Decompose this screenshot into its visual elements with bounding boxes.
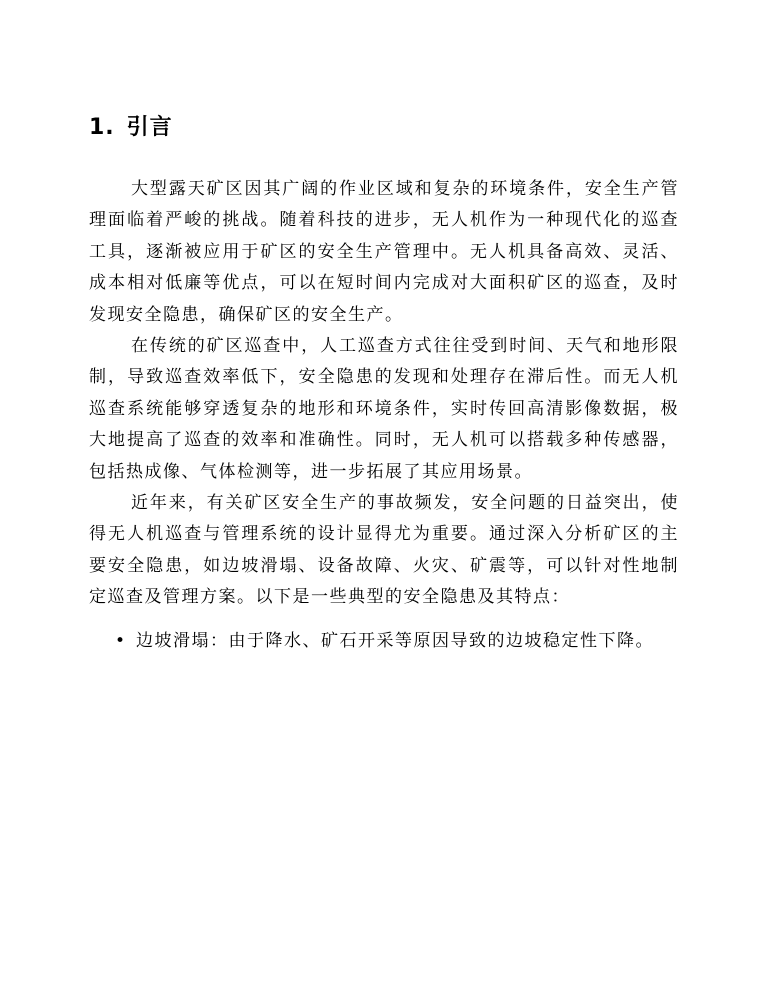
paragraph-intro: 大型露天矿区因其广阔的作业区域和复杂的环境条件，安全生产管理面临着严峻的挑战。随着科技的进步，无人机作为一种现代化的巡查工具，逐渐被应用于矿区的安全生产管理中。无人机具备高效、灵活、成本相对低廉等优点，可以在短时间内完成对大面积矿区的巡查，及时发现安全隐患，确保矿区的安全生产。 — [89, 179, 679, 325]
section-heading — [89, 112, 173, 144]
list-item-text: 边坡滑塌：由于降水、矿石开采等原因导致的边坡稳定性下降。 — [136, 630, 654, 651]
section-title: 引言 — [126, 115, 173, 140]
paragraph-traditional-inspection: 在传统的矿区巡查中，人工巡查方式往往受到时间、天气和地形限制，导致巡查效率低下，安全隐患的发现和处理存在滞后性。而无人机巡查系统能够穿透复杂的地形和环境条件，实时传回高清影像数据，极大地提高了巡查的效率和准确性。同时，无人机可以搭载多种传感器，包括热成像、气体检测等，进一步拓展了其应用场景。 — [89, 336, 679, 482]
bullet-marker: • — [115, 630, 127, 651]
document-body — [89, 174, 679, 657]
list-item — [89, 626, 679, 657]
hazard-list — [89, 626, 679, 657]
paragraph-safety-hazards: 近年来，有关矿区安全生产的事故频发，安全问题的日益突出，使得无人机巡查与管理系统的设计显得尤为重要。通过深入分析矿区的主要安全隐患，如边坡滑塌、设备故障、火灾、矿震等，可以针对性地制定巡查及管理方案。以下是一些典型的安全隐患及其特点： — [89, 493, 679, 608]
section-number: 1. — [89, 115, 115, 140]
